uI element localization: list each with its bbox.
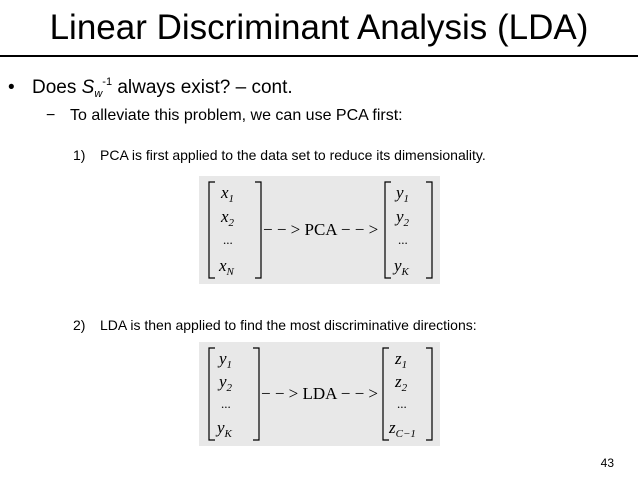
bullet-subscript: w xyxy=(94,88,103,100)
vector-entry: $z_2$ xyxy=(395,372,408,394)
lda-equation xyxy=(199,342,440,446)
sub-bullet xyxy=(46,106,403,126)
vector-entry: $y_1$ xyxy=(219,349,233,371)
step-2-text: LDA is then applied to find the most discriminative directions: xyxy=(100,317,477,333)
pca-arrow-label: − − > PCA − − > xyxy=(263,220,379,239)
vector-entry: $y_K$ xyxy=(394,256,409,278)
right-bracket-open xyxy=(385,182,391,278)
step-1 xyxy=(73,146,486,164)
vector-entry: $y_1$ xyxy=(396,183,410,205)
bullet-superscript: -1 xyxy=(102,76,113,88)
left-bracket-open xyxy=(209,182,215,278)
slide-title: Linear Discriminant Analysis (LDA) xyxy=(49,8,589,47)
left-bracket-open xyxy=(209,348,215,440)
vector-entry: $z_{C-1}$ xyxy=(389,418,416,440)
page-number: 43 xyxy=(600,456,614,470)
sub-bullet-marker: − xyxy=(46,107,56,124)
pca-equation xyxy=(199,176,440,284)
vector-entry: $z_1$ xyxy=(395,349,408,371)
step-1-text: PCA is first applied to the data set to reduce its dimensionality. xyxy=(100,147,486,163)
vector-ellipsis: ... xyxy=(221,396,231,411)
vector-entry: $x_1$ xyxy=(221,183,235,205)
vector-ellipsis: ... xyxy=(223,232,233,247)
lda-arrow-label: − − > LDA − − > xyxy=(261,384,379,403)
left-bracket-close xyxy=(255,182,261,278)
step-2-number: 2) xyxy=(73,317,86,333)
lda-equation-figure xyxy=(199,342,440,446)
vector-entry: $y_2$ xyxy=(219,372,233,394)
bullet-marker: • xyxy=(8,77,15,98)
title-divider xyxy=(0,55,638,57)
pca-equation-figure xyxy=(199,176,440,284)
left-bracket-close xyxy=(253,348,259,440)
step-2 xyxy=(73,316,477,334)
right-bracket-close xyxy=(426,182,432,278)
main-bullet xyxy=(8,70,293,106)
bullet-prefix: Does xyxy=(32,77,77,98)
right-bracket-close xyxy=(426,348,432,440)
vector-ellipsis: ... xyxy=(398,232,408,247)
step-1-number: 1) xyxy=(73,147,86,163)
bullet-symbol: S xyxy=(81,77,95,98)
sub-bullet-text: To alleviate this problem, we can use PCA first: xyxy=(70,107,403,124)
vector-entry: $x_2$ xyxy=(221,207,235,229)
vector-entry: $x_N$ xyxy=(219,256,234,278)
vector-entry: $y_2$ xyxy=(396,207,410,229)
vector-ellipsis: ... xyxy=(397,396,407,411)
bullet-suffix: always exist? – cont. xyxy=(117,77,293,98)
vector-entry: $y_K$ xyxy=(217,418,232,440)
